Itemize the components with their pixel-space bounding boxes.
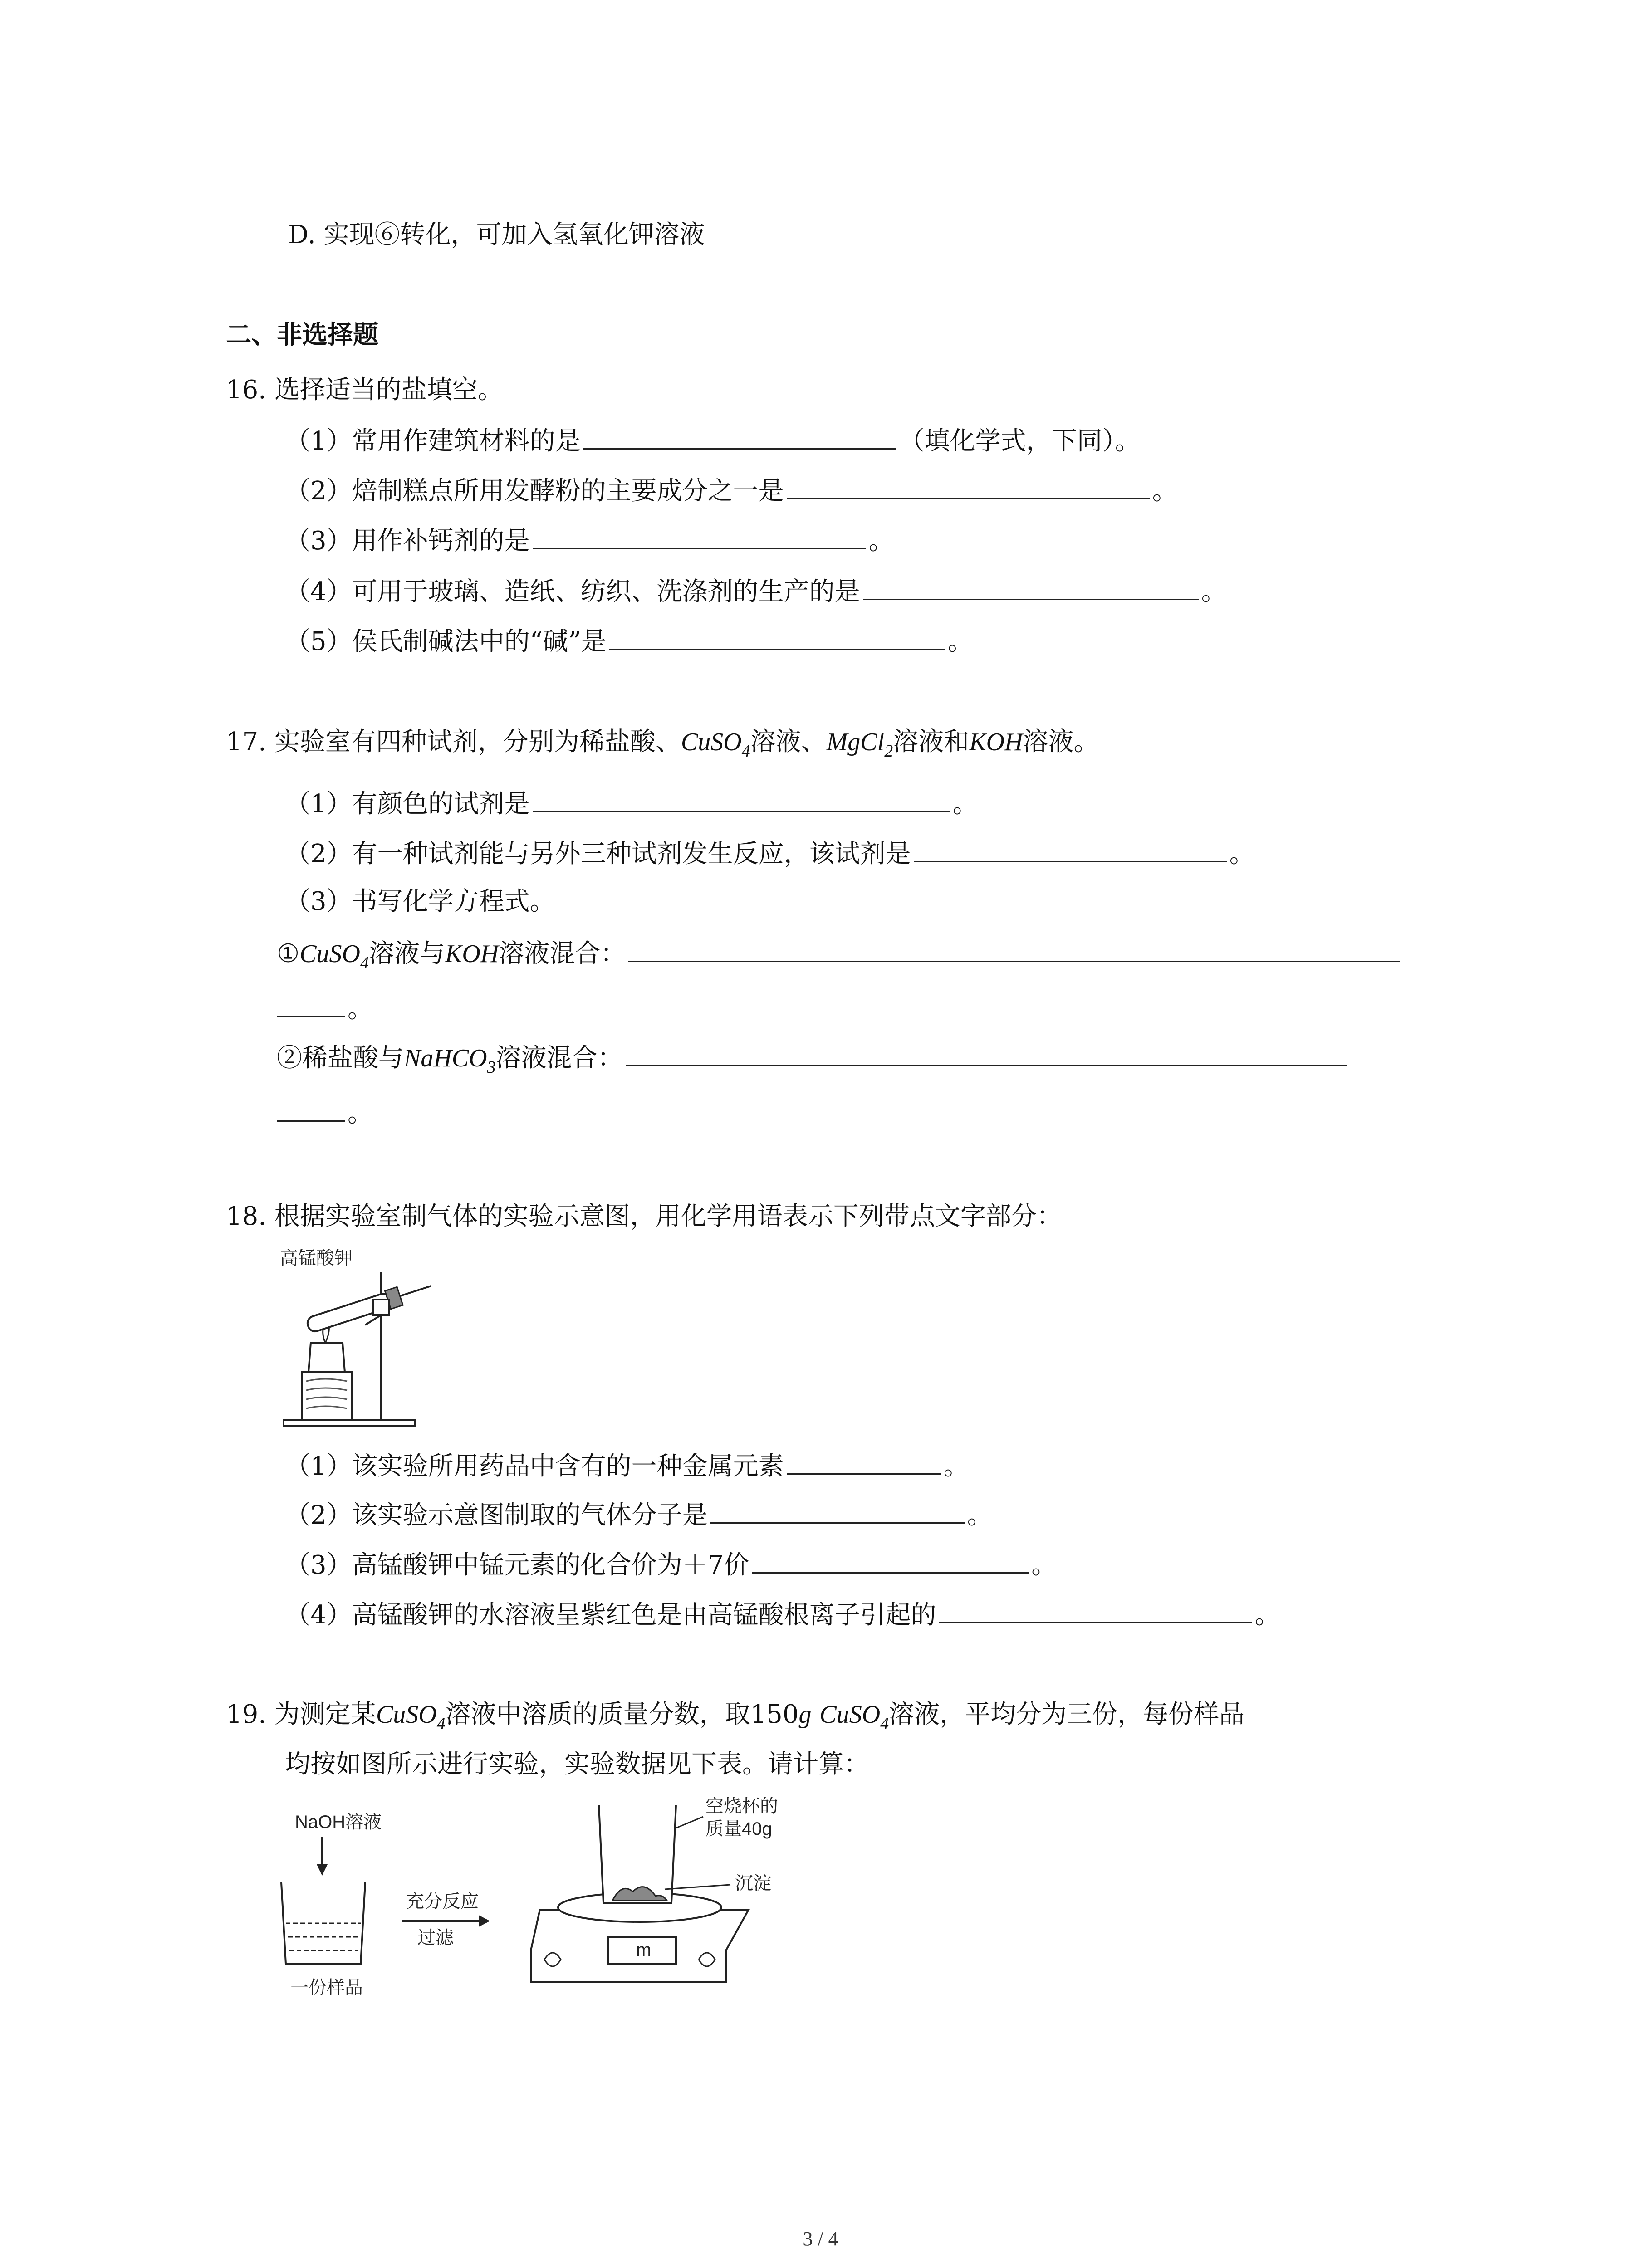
experiment-figure [250, 1792, 839, 2005]
q17-eq1-cont [277, 990, 373, 1027]
clamp-arm [365, 1315, 381, 1325]
q17-part2 [285, 835, 1255, 872]
q18-part1 [285, 1447, 969, 1485]
q17-eq-text: 溶液混合： [499, 939, 626, 968]
formula-cuso4 [819, 1701, 889, 1733]
formula-part: CuSO [376, 1701, 437, 1729]
q16-part1 [285, 422, 1141, 459]
q19-line2: 均按如图所示进行实验，实验数据见下表。请计算： [285, 1750, 869, 1779]
q17-p1-text: （1）有颜色的试剂是 [285, 789, 530, 819]
q18-p3-end: 。 [1031, 1550, 1057, 1580]
formula-cuso4 [376, 1701, 446, 1733]
q18-p1-end: 。 [943, 1452, 969, 1481]
q16-p2-text: （2）焙制糕点所用发酵粉的主要成分之一是 [285, 476, 784, 506]
answer-blank[interactable] [863, 572, 1199, 600]
q18-part4 [285, 1596, 1280, 1633]
q16-p3-text: （3）用作补钙剂的是 [285, 526, 530, 556]
formula-cuso4 [299, 940, 369, 973]
formula-subscript: 2 [884, 742, 893, 761]
q16-p5-end: 。 [947, 627, 973, 656]
stand-base [284, 1420, 415, 1426]
experiment-drawing [250, 1792, 839, 2005]
sample-label: 一份样品 [290, 1978, 363, 1998]
q17-p1-end: 。 [952, 789, 978, 819]
fig-label: 高锰酸钾 [280, 1248, 353, 1268]
q17-eq-text: 溶液混合： [495, 1043, 623, 1073]
formula-part: NaHCO [404, 1044, 487, 1072]
q18-p4-text: （4）高锰酸钾的水溶液呈紫红色是由高锰酸根离子引起的 [285, 1600, 936, 1630]
filter-label: 过滤 [417, 1928, 454, 1948]
mass-m: m [636, 1940, 652, 1960]
answer-blank[interactable] [277, 990, 345, 1017]
q18-p1-text: （1）该实验所用药品中含有的一种金属元素 [285, 1452, 784, 1481]
q18-part2 [285, 1496, 993, 1534]
formula-cuso4 [681, 728, 750, 761]
answer-blank[interactable] [914, 835, 1227, 862]
answer-blank[interactable] [626, 1039, 1347, 1066]
q16-p2-end: 。 [1152, 476, 1178, 506]
q19-text: 19. 为测定某 [226, 1700, 376, 1729]
apparatus-drawing [274, 1245, 465, 1436]
formula-subscript: 3 [487, 1058, 496, 1077]
answer-blank[interactable] [583, 422, 896, 450]
react-label: 充分反应 [406, 1892, 479, 1911]
q17-p2-end: 。 [1229, 839, 1255, 869]
q18-stem: 18. 根据实验室制气体的实验示意图，用化学用语表示下列带点文字部分： [226, 1202, 1062, 1231]
q16-p3-end: 。 [868, 526, 894, 556]
leader-line [665, 1885, 730, 1889]
formula-part: CuSO [299, 940, 360, 968]
q17-stem [226, 724, 1099, 763]
circle-number: ① [277, 939, 300, 968]
formula-koh: KOH [969, 728, 1023, 756]
q17-stem-text: 溶液。 [1023, 727, 1099, 757]
q16-part2 [285, 472, 1178, 509]
q16-p4-text: （4）可用于玻璃、造纸、纺织、洗涤剂的生产的是 [285, 577, 860, 606]
answer-blank[interactable] [710, 1496, 965, 1524]
q17-eq1 [277, 934, 1402, 975]
q17-stem-text: 溶液、 [750, 727, 827, 757]
formula-subscript: 4 [436, 1714, 446, 1733]
formula-part: CuSO [819, 1701, 881, 1729]
answer-blank[interactable] [787, 472, 1150, 499]
q18-p2-end: 。 [967, 1501, 993, 1530]
option-d: D. 实现⑥转化，可加入氢氧化钾溶液 [288, 220, 705, 249]
clamp [373, 1300, 389, 1315]
q16-part3 [285, 522, 894, 559]
answer-blank[interactable] [277, 1094, 345, 1122]
q18-p4-end: 。 [1254, 1600, 1280, 1630]
q16-p4-end: 。 [1201, 577, 1227, 606]
q17-eq-text: 溶液与 [369, 939, 445, 968]
formula-subscript: 4 [741, 742, 750, 761]
q17-stem-text: 17. 实验室有四种试剂，分别为稀盐酸、 [226, 727, 681, 757]
q19-text: 溶液，平均分为三份，每份样品 [889, 1700, 1245, 1729]
answer-blank[interactable] [533, 785, 950, 812]
unit-g: g [798, 1701, 812, 1729]
naoh-label: NaOH溶液 [295, 1812, 382, 1832]
answer-blank[interactable] [609, 622, 945, 650]
answer-blank[interactable] [787, 1447, 941, 1475]
answer-blank[interactable] [752, 1546, 1029, 1574]
kmno4-apparatus-figure [274, 1245, 465, 1436]
q17-eq2-end: 。 [348, 1099, 373, 1128]
q16-p5-text: （5）侯氏制碱法中的“碱”是 [285, 627, 607, 656]
q18-p3-text: （3）高锰酸钾中锰元素的化合价为＋7价 [285, 1550, 749, 1580]
q17-stem-text: 溶液和 [893, 727, 970, 757]
beaker-label-2: 质量40g [705, 1819, 772, 1839]
section-heading: 二、非选择题 [226, 320, 378, 350]
q17-eq2 [277, 1039, 1350, 1079]
q16-p1-text: （1）常用作建筑材料的是 [285, 426, 581, 456]
q16-part5 [285, 622, 973, 660]
q17-eq-text: ②稀盐酸与 [277, 1043, 404, 1073]
formula-subscript: 4 [360, 953, 369, 973]
formula-subscript: 4 [880, 1714, 889, 1733]
q17-part1 [285, 785, 978, 822]
page-number: 3 / 4 [803, 2228, 838, 2250]
answer-blank[interactable] [628, 934, 1400, 962]
arrow-head [479, 1915, 490, 1927]
leader-line [676, 1817, 703, 1828]
answer-blank[interactable] [939, 1596, 1252, 1623]
formula-koh: KOH [445, 940, 499, 968]
q16-part4 [285, 572, 1227, 610]
q19-text: 溶液中溶质的质量分数，取150 [445, 1700, 799, 1729]
precip-label: 沉淀 [735, 1873, 771, 1893]
formula-nahco3 [404, 1044, 496, 1077]
q17-eq2-cont [277, 1094, 373, 1132]
q18-p2-text: （2）该实验示意图制取的气体分子是 [285, 1501, 708, 1530]
formula-mgcl2 [826, 728, 893, 761]
q17-eq1-end: 。 [348, 994, 373, 1024]
arrow-head [317, 1864, 328, 1876]
q17-p2-text: （2）有一种试剂能与另外三种试剂发生反应，该试剂是 [285, 839, 911, 869]
formula-part: CuSO [681, 728, 742, 756]
q17-part3: （3）书写化学方程式。 [285, 887, 555, 916]
q16-stem: 16. 选择适当的盐填空。 [226, 375, 503, 405]
formula-part: MgCl [826, 728, 885, 756]
test-tube [305, 1277, 434, 1335]
beaker-label-1: 空烧杯的 [705, 1796, 778, 1816]
alcohol-lamp [309, 1343, 345, 1372]
q18-part3 [285, 1546, 1057, 1584]
q19-line1 [226, 1696, 1244, 1735]
q16-p1-hint: （填化学式，下同）。 [899, 426, 1141, 456]
answer-blank[interactable] [533, 522, 866, 549]
